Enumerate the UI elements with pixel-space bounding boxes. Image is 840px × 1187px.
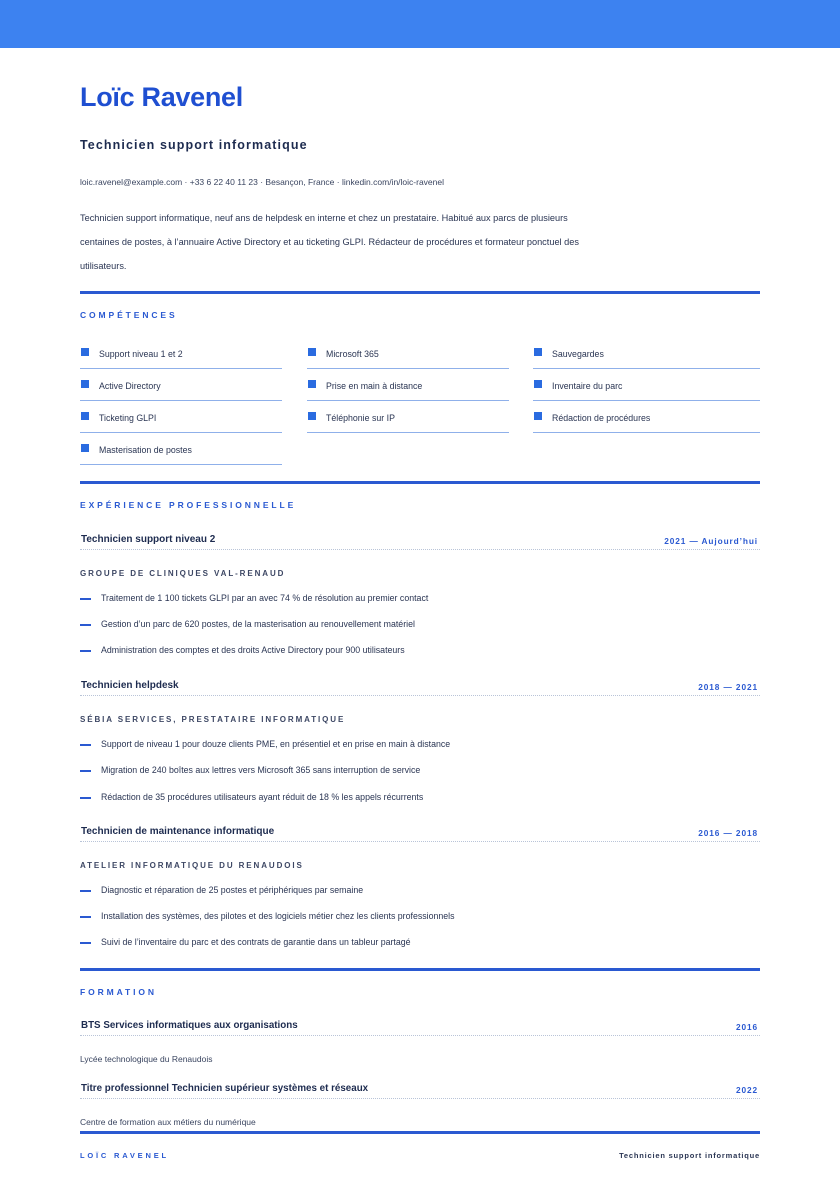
section-divider [80, 968, 760, 971]
dash-bullet-icon [80, 916, 91, 918]
job-bullet-text: Installation des systèmes, des pilotes et des logiciels métier chez les clients professionnels [101, 911, 455, 921]
dash-bullet-icon [80, 624, 91, 626]
square-bullet-icon [308, 380, 316, 388]
square-bullet-icon [534, 348, 542, 356]
job-bullet-text: Gestion d’un parc de 620 postes, de la masterisation au renouvellement matériel [101, 619, 415, 629]
skill-item [307, 404, 509, 433]
school-name: Centre de formation aux métiers du numérique [80, 1117, 256, 1127]
job-bullet [80, 765, 760, 779]
job-bullet-text: Support de niveau 1 pour douze clients PME, en présentiel et en prise en main à distance [101, 739, 451, 749]
dash-bullet-icon [80, 942, 91, 944]
footer-divider [80, 1131, 760, 1134]
skill-label: Prise en main à distance [326, 381, 423, 391]
job-bullet [80, 619, 760, 633]
job-bullet [80, 911, 760, 925]
dash-bullet-icon [80, 744, 91, 746]
skill-label: Inventaire du parc [552, 381, 623, 391]
section-divider [80, 291, 760, 294]
skill-label: Téléphonie sur IP [326, 413, 395, 423]
experience-section-title: EXPÉRIENCE PROFESSIONNELLE [80, 500, 297, 510]
education-header [80, 1083, 760, 1099]
skill-item [307, 372, 509, 401]
job-bullet-text: Diagnostic et réparation de 25 postes et périphériques par semaine [101, 885, 364, 895]
job-header [80, 680, 760, 696]
degree-title: Titre professionnel Technicien supérieur systèmes et réseaux [81, 1083, 369, 1094]
skill-item [80, 404, 282, 433]
square-bullet-icon [308, 348, 316, 356]
skills-section-title: COMPÉTENCES [80, 310, 178, 320]
skill-item [80, 372, 282, 401]
footer-role: Technicien support informatique [619, 1151, 760, 1160]
job-bullet-text: Administration des comptes et des droits Active Directory pour 900 utilisateurs [101, 645, 405, 655]
skill-item [80, 340, 282, 369]
profile-summary: Technicien support informatique, neuf ans de helpdesk en interne et chez un prestataire. Habitué aux parcs de plusieurs centaines de postes, à l’annuaire Active Directory et au ticketing GLPI. Rédacteur de procédures et formateur ponctuel des utilisateurs. [80, 213, 579, 271]
square-bullet-icon [81, 444, 89, 452]
section-divider [80, 481, 760, 484]
square-bullet-icon [81, 380, 89, 388]
contact-line: loic.ravenel@example.com · +33 6 22 40 11 23 · Besançon, France · linkedin.com/in/loic-ravenel [80, 177, 445, 187]
education-section-title: FORMATION [80, 987, 157, 997]
job-bullet-text: Rédaction de 35 procédures utilisateurs ayant réduit de 18 % les appels récurrents [101, 792, 424, 802]
job-bullet [80, 885, 760, 899]
job-title: Technicien helpdesk [81, 680, 179, 691]
dash-bullet-icon [80, 650, 91, 652]
skill-item [533, 372, 760, 401]
skill-label: Sauvegardes [552, 349, 604, 359]
skill-label: Active Directory [99, 381, 161, 391]
job-bullet [80, 937, 760, 951]
skill-label: Masterisation de postes [99, 445, 192, 455]
degree-year: 2016 [735, 1022, 758, 1032]
job-dates: 2016 — 2018 [698, 828, 758, 838]
skill-item [307, 340, 509, 369]
job-title: Technicien de maintenance informatique [81, 826, 275, 837]
square-bullet-icon [81, 412, 89, 420]
skill-item [80, 436, 282, 465]
square-bullet-icon [534, 412, 542, 420]
job-bullet-text: Migration de 240 boîtes aux lettres vers Microsoft 365 sans interruption de service [101, 765, 421, 775]
candidate-name: Loïc Ravenel [80, 82, 243, 112]
job-bullet [80, 593, 760, 607]
square-bullet-icon [534, 380, 542, 388]
skill-label: Support niveau 1 et 2 [99, 349, 183, 359]
job-title: Technicien support niveau 2 [81, 534, 216, 545]
square-bullet-icon [308, 412, 316, 420]
job-header [80, 826, 760, 842]
job-bullet [80, 645, 760, 659]
skill-label: Rédaction de procédures [552, 413, 651, 423]
job-dates: 2021 — Aujourd’hui [664, 536, 758, 546]
dash-bullet-icon [80, 797, 91, 799]
job-company: GROUPE DE CLINIQUES VAL-RENAUD [80, 569, 286, 578]
candidate-headline: Technicien support informatique [80, 138, 308, 152]
job-header [80, 534, 760, 550]
job-bullet [80, 739, 760, 753]
skill-item [533, 404, 760, 433]
skill-label: Microsoft 365 [326, 349, 379, 359]
degree-year: 2022 [735, 1085, 758, 1095]
square-bullet-icon [81, 348, 89, 356]
job-dates: 2018 — 2021 [698, 682, 758, 692]
job-company: SÉBIA SERVICES, PRESTATAIRE INFORMATIQUE [80, 715, 346, 724]
education-header [80, 1020, 760, 1036]
dash-bullet-icon [80, 598, 91, 600]
skill-item [533, 340, 760, 369]
dash-bullet-icon [80, 890, 91, 892]
footer-name: LOÏC RAVENEL [80, 1151, 169, 1160]
degree-title: BTS Services informatiques aux organisations [81, 1020, 298, 1031]
top-color-bar [0, 0, 840, 48]
dash-bullet-icon [80, 770, 91, 772]
job-bullet-text: Traitement de 1 100 tickets GLPI par an avec 74 % de résolution au premier contact [101, 593, 429, 603]
job-bullet-text: Suivi de l’inventaire du parc et des contrats de garantie dans un tableur partagé [101, 937, 411, 947]
job-bullet [80, 792, 760, 806]
job-company: ATELIER INFORMATIQUE DU RENAUDOIS [80, 861, 304, 870]
school-name: Lycée technologique du Renaudois [80, 1054, 213, 1064]
skill-label: Ticketing GLPI [99, 413, 157, 423]
